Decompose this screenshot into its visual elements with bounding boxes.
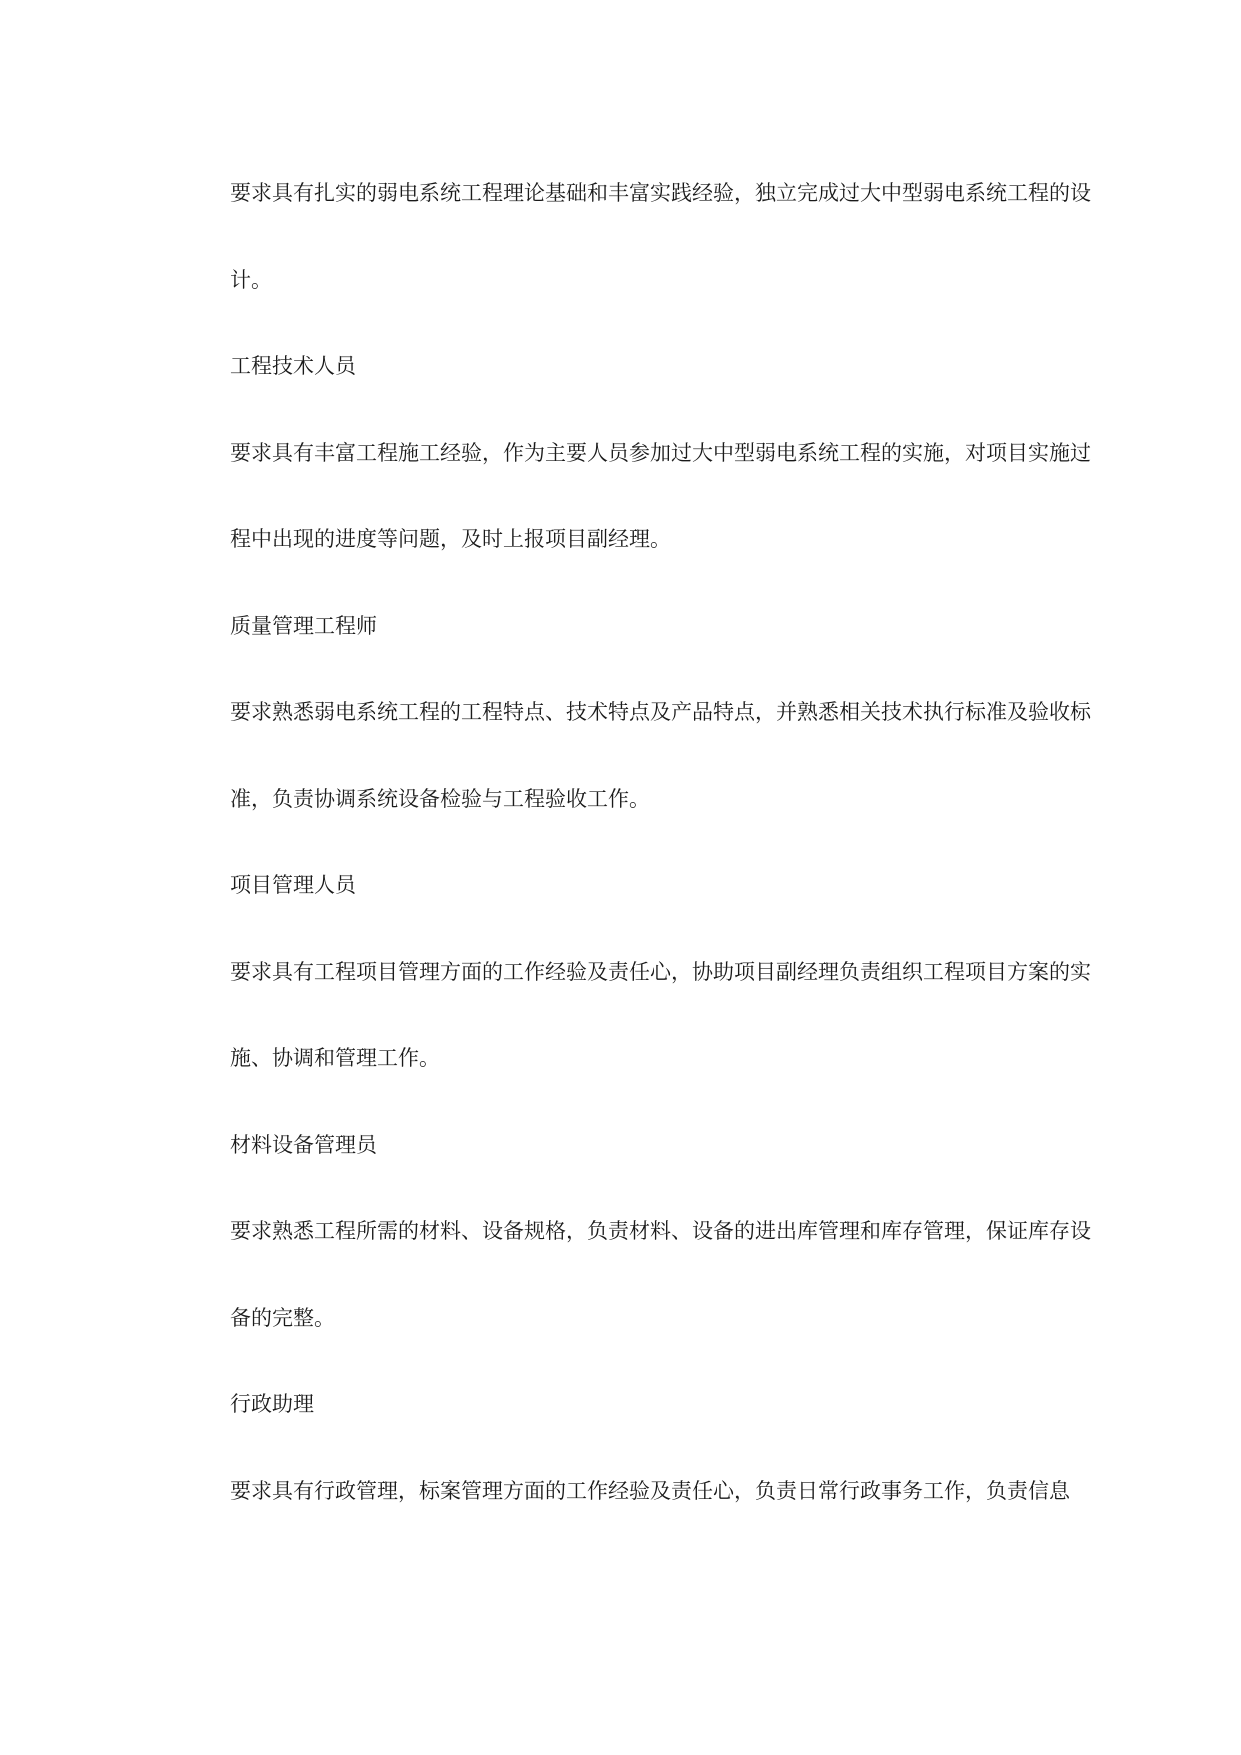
body-paragraph-line: 计。: [230, 268, 272, 292]
body-paragraph-line: 要求具有丰富工程施工经验，作为主要人员参加过大中型弱电系统工程的实施，对项目实施过: [230, 441, 1091, 465]
body-paragraph-line: 准，负责协调系统设备检验与工程验收工作。: [230, 787, 650, 811]
section-heading: 材料设备管理员: [230, 1133, 377, 1157]
section-heading: 工程技术人员: [230, 354, 356, 378]
body-paragraph-line: 要求熟悉工程所需的材料、设备规格，负责材料、设备的进出库管理和库存管理，保证库存设: [230, 1219, 1091, 1243]
section-heading: 质量管理工程师: [230, 614, 377, 638]
body-paragraph-line: 施、协调和管理工作。: [230, 1046, 440, 1070]
body-paragraph-line: 要求熟悉弱电系统工程的工程特点、技术特点及产品特点，并熟悉相关技术执行标准及验收标: [230, 700, 1091, 724]
section-heading: 行政助理: [230, 1392, 314, 1416]
body-paragraph-line: 程中出现的进度等问题，及时上报项目副经理。: [230, 527, 671, 551]
body-paragraph-line: 要求具有行政管理，标案管理方面的工作经验及责任心，负责日常行政事务工作，负责信息: [230, 1479, 1070, 1503]
section-heading: 项目管理人员: [230, 873, 356, 897]
body-paragraph-line: 要求具有工程项目管理方面的工作经验及责任心，协助项目副经理负责组织工程项目方案的实: [230, 960, 1091, 984]
body-paragraph-line: 备的完整。: [230, 1306, 335, 1330]
body-paragraph-line: 要求具有扎实的弱电系统工程理论基础和丰富实践经验，独立完成过大中型弱电系统工程的设: [230, 181, 1091, 205]
